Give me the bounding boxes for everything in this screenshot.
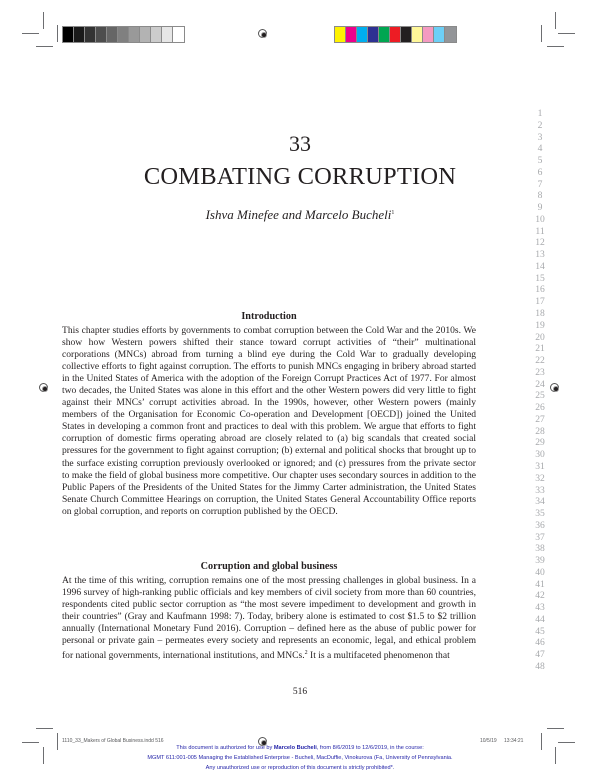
line-number: 6 bbox=[537, 166, 543, 178]
grayscale-swatch bbox=[173, 27, 184, 42]
line-number: 42 bbox=[535, 590, 545, 602]
line-number: 10 bbox=[535, 213, 545, 225]
grayscale-swatch bbox=[140, 27, 151, 42]
chapter-authors bbox=[0, 207, 600, 223]
line-number: 41 bbox=[535, 578, 545, 590]
slug-date: 10/5/19 bbox=[480, 738, 497, 744]
line-number: 27 bbox=[535, 413, 545, 425]
line-number: 48 bbox=[535, 660, 545, 672]
notice-prefix: This document is authorized for use by bbox=[176, 745, 274, 751]
grayscale-swatch bbox=[63, 27, 74, 42]
line-number-column bbox=[528, 108, 552, 673]
authorization-notice-line-2: MGMT 611:001-005 Managing the Established Enterprise - Bucheli, MacDuffie, Vinokurova (Fa, University of Pennsylvania. bbox=[147, 755, 453, 761]
line-number: 33 bbox=[535, 484, 545, 496]
line-number: 5 bbox=[537, 155, 543, 167]
corruption-paragraph bbox=[62, 575, 476, 662]
crop-mark-top-right-v bbox=[555, 12, 556, 29]
chapter-title: COMBATING CORRUPTION bbox=[143, 163, 457, 190]
line-number: 1 bbox=[537, 108, 543, 119]
crop-mark-top-left-v2 bbox=[57, 25, 58, 42]
line-number: 15 bbox=[535, 272, 545, 284]
line-number: 18 bbox=[535, 308, 545, 320]
line-number: 8 bbox=[537, 190, 543, 202]
line-number: 19 bbox=[535, 319, 545, 331]
line-number: 23 bbox=[535, 366, 545, 378]
registration-mark-top-icon bbox=[258, 29, 267, 38]
process-color-swatch bbox=[423, 27, 434, 42]
author-footnote-marker[interactable]: 1 bbox=[391, 210, 395, 216]
grayscale-swatch bbox=[162, 27, 173, 42]
grayscale-color-bar bbox=[62, 26, 185, 43]
author-names: Ishva Minefee and Marcelo Bucheli bbox=[205, 207, 392, 222]
crop-mark-bottom-left-h bbox=[36, 728, 53, 729]
slug-filename: 1110_33_Makers of Global Business.indd 516 bbox=[62, 738, 164, 744]
section-heading-corruption-global-business: Corruption and global business bbox=[200, 561, 338, 572]
corruption-paragraph-text: At the time of this writing, corruption remains one of the most pressing challenges in global business. In a 1996 survey of high-ranking public officials and key members of civil society from more than 60 countries, respondents cited public sector corruption as “the most severe impediment to development and growth in their countries” (Gray and Kaufmann 1998: 7). Today, bribery alone is estimated to cost $1.5 to $2 trillion annually (International Monetary Fund 2016). Corruption – defined here as the abuse of public power for personal or private gain – permeates every society and represents an economic, legal, and ethical problem for national governments, international institutions, and MNCs. bbox=[62, 575, 476, 662]
crop-mark-top-left-h2 bbox=[36, 46, 53, 47]
line-number: 44 bbox=[535, 613, 545, 625]
crop-mark-top-left-v bbox=[43, 12, 44, 29]
line-number: 26 bbox=[535, 402, 545, 414]
grayscale-swatch bbox=[85, 27, 96, 42]
chapter-number: 33 bbox=[289, 131, 311, 156]
process-color-swatch bbox=[368, 27, 379, 42]
crop-mark-top-left-h bbox=[22, 33, 39, 34]
line-number: 21 bbox=[535, 343, 545, 355]
line-number: 7 bbox=[537, 178, 543, 190]
line-number: 40 bbox=[535, 566, 545, 578]
process-color-swatch bbox=[390, 27, 401, 42]
line-number: 12 bbox=[535, 237, 545, 249]
authorization-notice-line-1 bbox=[0, 743, 600, 754]
line-number: 47 bbox=[535, 649, 545, 661]
line-number: 20 bbox=[535, 331, 545, 343]
line-number: 35 bbox=[535, 508, 545, 520]
line-number: 43 bbox=[535, 602, 545, 614]
registration-mark-left-icon bbox=[39, 383, 48, 392]
line-number: 37 bbox=[535, 531, 545, 543]
line-number: 46 bbox=[535, 637, 545, 649]
line-number: 9 bbox=[537, 202, 543, 214]
line-number: 29 bbox=[535, 437, 545, 449]
grayscale-swatch bbox=[151, 27, 162, 42]
grayscale-swatch bbox=[118, 27, 129, 42]
line-number: 34 bbox=[535, 496, 545, 508]
process-color-swatch bbox=[357, 27, 368, 42]
line-number: 39 bbox=[535, 555, 545, 567]
line-number: 45 bbox=[535, 625, 545, 637]
line-number: 24 bbox=[535, 378, 545, 390]
authorization-notice-line-3: Any unauthorized use or reproduction of this document is strictly prohibited*. bbox=[205, 765, 395, 771]
line-number: 11 bbox=[535, 225, 545, 237]
section-heading-introduction: Introduction bbox=[241, 311, 297, 322]
line-number: 32 bbox=[535, 472, 545, 484]
notice-authorized-user: Marcelo Bucheli bbox=[273, 745, 317, 751]
corruption-paragraph-continued: It is a multifaceted phenomenon that bbox=[307, 650, 450, 662]
notice-suffix: , from 8/6/2019 to 12/6/2019, in the course: bbox=[316, 745, 424, 751]
crop-mark-top-right-h bbox=[558, 33, 575, 34]
crop-mark-bottom-right-h bbox=[547, 728, 564, 729]
process-color-swatch bbox=[412, 27, 423, 42]
line-number: 22 bbox=[535, 355, 545, 367]
process-color-swatch bbox=[379, 27, 390, 42]
line-number: 30 bbox=[535, 449, 545, 461]
process-color-swatch bbox=[434, 27, 445, 42]
footnote-marker-2[interactable]: 2 bbox=[304, 650, 308, 657]
process-color-swatch bbox=[346, 27, 357, 42]
grayscale-swatch bbox=[96, 27, 107, 42]
line-number: 28 bbox=[535, 425, 545, 437]
line-number: 17 bbox=[535, 296, 545, 308]
line-number: 16 bbox=[535, 284, 545, 296]
grayscale-swatch bbox=[107, 27, 118, 42]
slug-time: 13:34:21 bbox=[504, 738, 524, 744]
line-number: 31 bbox=[535, 460, 545, 472]
line-number: 14 bbox=[535, 260, 545, 272]
grayscale-swatch bbox=[74, 27, 85, 42]
process-color-swatch bbox=[445, 27, 456, 42]
line-number: 3 bbox=[537, 131, 543, 143]
crop-mark-top-right-h2 bbox=[547, 46, 564, 47]
line-number: 2 bbox=[537, 119, 543, 131]
introduction-paragraph: This chapter studies efforts by governments to combat corruption between the Cold War and the 2010s. We show how Western powers shifted their stance toward corrupt activities of “their” multinational corporations (MNCs) abroad from turning a blind eye during the Cold War to gradually developing collective efforts to fight against corruption. The efforts to punish MNCs engaging in bribery abroad started in the United States of America with the adoption of the Foreign Corrupt Practices Act of 1977. For almost two decades, the United States was alone in this effort and the other Western powers did very little to fight against their MNCs’ corrupt activities abroad. In the 1990s, however, other Western powers (mainly members of the Organisation for Economic Co-operation and Development [OECD]) joined the United States in developing a common front and practices to deal with this problem. We argue that efforts to fight corruption of domestic firms operating abroad are closely related to (a) big scandals that created social pressures for the government to fight against corruption; (b) external and political shocks that brought up to the surface existing corruption previously overlooked or ignored; and (c) pressures from the private sector to make the field of global business more competitive. Our chapter uses secondary sources in addition to the Public Papers of the Presidents of the United States for the Jimmy Carter administration, the United States Senate Church Committee Hearings on corruption, the United States General Accountability Office reports on global corruption, and reports on corruption published by the OECD. bbox=[62, 325, 476, 517]
page-number: 516 bbox=[292, 687, 308, 697]
crop-mark-top-right-v2 bbox=[541, 25, 542, 42]
line-number: 13 bbox=[535, 249, 545, 261]
process-color-swatch bbox=[335, 27, 346, 42]
line-number: 36 bbox=[535, 519, 545, 531]
process-color-bar bbox=[334, 26, 457, 43]
process-color-swatch bbox=[401, 27, 412, 42]
line-number: 38 bbox=[535, 543, 545, 555]
line-number: 25 bbox=[535, 390, 545, 402]
line-number: 4 bbox=[537, 143, 543, 155]
grayscale-swatch bbox=[129, 27, 140, 42]
